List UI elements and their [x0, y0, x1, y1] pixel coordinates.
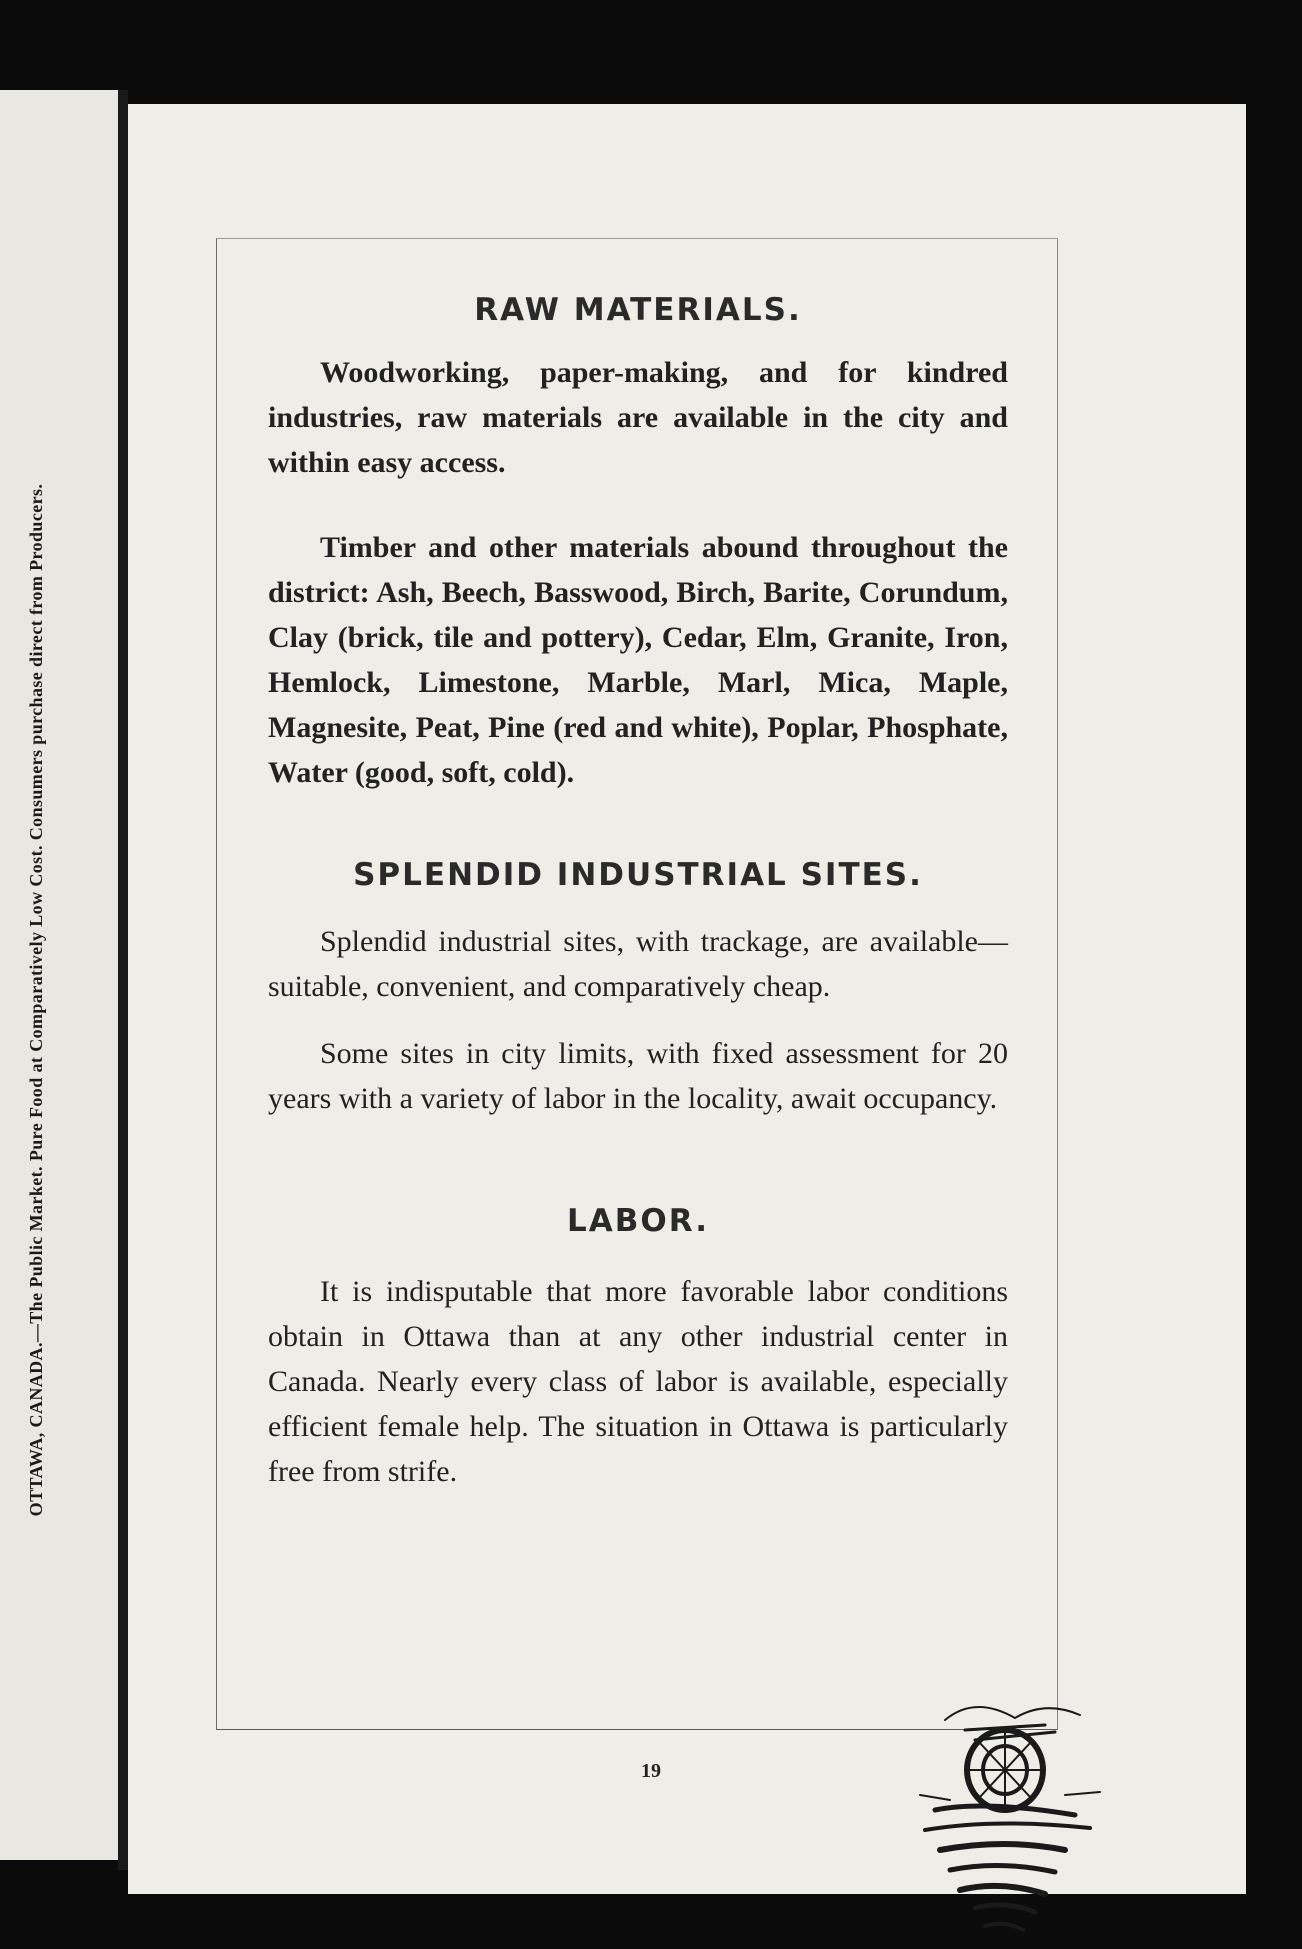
- page-content: [268, 292, 1008, 1494]
- paragraph-raw-materials-2: Timber and other materials abound throughout the district: Ash, Beech, Basswood, Birch, Barite, Corundum, Clay (brick, tile and pottery), Cedar, Elm, Granite, Iron, Hemlock, Limestone, Marble, Marl, Mica, Maple, Magnesite, Peat, Pine (red and white), Poplar, Phosphate, Water (good, soft, cold).: [268, 531, 1008, 789]
- heading-raw-materials: RAW MATERIALS.: [474, 292, 802, 328]
- page-number: 19: [641, 1760, 661, 1782]
- water-wheel-ornament-icon: [905, 1700, 1110, 1945]
- paragraph-raw-materials-1: Woodworking, paper-making, and for kindred industries, raw materials are available in the city and within easy access.: [268, 356, 1008, 479]
- heading-labor: LABOR.: [567, 1203, 709, 1239]
- paragraph-industrial-sites-1: Splendid industrial sites, with trackage, are available—suitable, convenient, and comparatively cheap.: [268, 925, 1008, 1003]
- section-industrial-sites: [268, 857, 1008, 1121]
- book-gutter: [118, 90, 128, 1870]
- heading-industrial-sites: SPLENDID INDUSTRIAL SITES.: [353, 857, 923, 893]
- facing-page-margin: [0, 90, 118, 1860]
- section-labor: [268, 1203, 1008, 1494]
- spine-slogan: OTTAWA, CANADA.—The Public Market. Pure Food at Comparatively Low Cost. Consumers purchase direct from Producers.: [26, 483, 46, 1517]
- paragraph-labor-1: It is indisputable that more favorable labor conditions obtain in Ottawa than at any other industrial center in Canada. Nearly every class of labor is available, especially efficient female help. The situation in Ottawa is particularly free from strife.: [268, 1275, 1008, 1488]
- paragraph-industrial-sites-2: Some sites in city limits, with fixed assessment for 20 years with a variety of labor in the locality, await occupancy.: [268, 1037, 1008, 1115]
- section-raw-materials: [268, 292, 1008, 795]
